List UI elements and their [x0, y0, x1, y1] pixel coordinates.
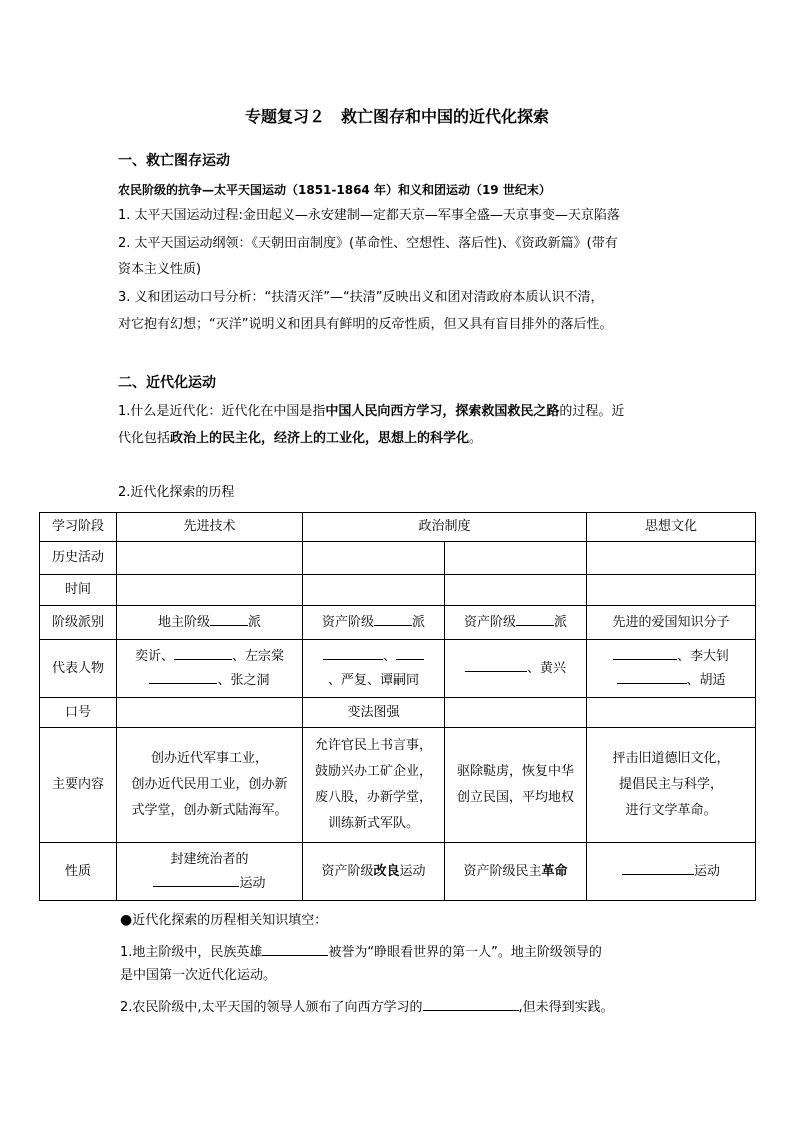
row-label-content: 主要内容: [40, 728, 117, 843]
nature-bold: 改良: [373, 863, 400, 879]
header-culture: 思想文化: [587, 513, 756, 542]
fill-blank[interactable]: [374, 611, 412, 626]
fill-blank[interactable]: [210, 611, 248, 626]
fill-blank[interactable]: [174, 645, 232, 660]
people-culture: [587, 640, 756, 698]
section1-item2-line2: 资本主义性质): [118, 262, 202, 277]
people-politics-2: [445, 640, 587, 698]
bullet-icon: ●: [120, 912, 133, 928]
content-line: 训练新式军队。: [327, 816, 419, 831]
content-politics-2: [445, 728, 587, 843]
class-text: 地主阶级: [157, 614, 210, 630]
table-row: [40, 640, 756, 698]
fill-blank[interactable]: [149, 669, 217, 684]
row-label-history: 历史活动: [40, 542, 117, 575]
slogan-politics: 变法图强: [303, 698, 445, 728]
people-politics-1: [303, 640, 445, 698]
nature-culture: [587, 843, 756, 901]
content-line: 废八股，办新学堂，: [314, 790, 432, 805]
blank-cell[interactable]: [117, 542, 303, 575]
footer-q2-line: [120, 996, 614, 1016]
row-label-slogan: 口号: [40, 698, 117, 728]
class-text: 资产阶级: [321, 614, 374, 630]
class-tech: [117, 606, 303, 640]
row-label-nature: 性质: [40, 843, 117, 901]
section2-heading: 二、近代化运动: [118, 375, 216, 391]
table-row: [40, 843, 756, 901]
content-line: 创办近代民用工业，创办新: [131, 777, 288, 792]
def-pre: 1.什么是近代化：近代化在中国是指: [118, 404, 326, 419]
modernization-table: [39, 512, 756, 901]
nature-politics-1: [303, 843, 445, 901]
blank-cell[interactable]: [587, 575, 756, 606]
section1-item3-line2: 对它抱有幻想；“灭洋”说明义和团具有鲜明的反帝性质，但又具有盲目排外的落后性。: [118, 317, 613, 332]
fill-blank[interactable]: [613, 645, 677, 660]
blank-cell[interactable]: [587, 698, 756, 728]
section1-subheading: 农民阶级的抗争—太平天国运动（1851-1864 年）和义和团运动（19 世纪末）: [118, 183, 551, 197]
blank-cell[interactable]: [117, 698, 303, 728]
blank-cell[interactable]: [303, 542, 445, 575]
q2-text: ,但未得到实践。: [518, 1000, 614, 1015]
def-post: 的过程。近: [559, 404, 625, 419]
people-text: 、黄兴: [527, 660, 567, 676]
nature-politics-2: [445, 843, 587, 901]
section1-item3-line1: 3. 义和团运动口号分析：“扶清灭洋”—“扶清”反映出义和团对清政府本质认识不清，: [118, 290, 604, 305]
fill-blank[interactable]: [396, 645, 424, 660]
people-text: 、李大钊: [677, 648, 730, 664]
page-title: 专题复习２ 救亡图存和中国的近代化探索: [244, 107, 549, 126]
blank-cell[interactable]: [587, 542, 756, 575]
people-text: 奕䜣、: [134, 648, 174, 664]
footer-heading-line: [120, 912, 327, 929]
fill-blank[interactable]: [262, 941, 328, 956]
table-row: [40, 542, 756, 575]
content-culture: [587, 728, 756, 843]
people-text: 、: [382, 648, 396, 664]
row-label-time: 时间: [40, 575, 117, 606]
content-line: 抨击旧道德旧文化，: [612, 751, 730, 766]
table-row: [40, 513, 756, 542]
footer-q1-line1: [120, 941, 602, 961]
content-line: 提倡民主与科学，: [619, 777, 724, 792]
row-label-class: 阶级派别: [40, 606, 117, 640]
people-text: 、胡适: [686, 672, 726, 688]
fill-blank[interactable]: [465, 657, 527, 672]
content-line: 式学堂，创办新式陆海军。: [131, 803, 288, 818]
class-culture: 先进的爱国知识分子: [587, 606, 756, 640]
section1-heading: 一、救亡图存运动: [118, 153, 230, 169]
class-suffix: 派: [554, 614, 568, 630]
nature-tech: [117, 843, 303, 901]
class-suffix: 派: [248, 614, 262, 630]
blank-cell[interactable]: [445, 575, 587, 606]
fill-blank[interactable]: [323, 645, 383, 660]
blank-cell[interactable]: [117, 575, 303, 606]
blank-cell[interactable]: [445, 542, 587, 575]
section1-item2-line1: 2. 太平天国运动纲领：《天朝田亩制度》(革命性、空想性、落后性)、《资政新篇》(带有: [118, 236, 618, 251]
class-politics-2: [445, 606, 587, 640]
history-label: 2.近代化探索的历程: [118, 485, 235, 500]
fill-blank[interactable]: [423, 996, 519, 1011]
people-tech: [117, 640, 303, 698]
class-suffix: 派: [412, 614, 426, 630]
class-text: 资产阶级: [463, 614, 516, 630]
header-stage: 学习阶段: [40, 513, 117, 542]
row-label-people: 代表人物: [40, 640, 117, 698]
people-text: 、张之洞: [217, 672, 270, 688]
content-line: 驱除鞑虏，恢复中华: [457, 764, 575, 779]
section2-def-line1: [118, 404, 624, 420]
content-line: 鼓励兴办工矿企业，: [314, 764, 432, 779]
class-politics-1: [303, 606, 445, 640]
nature-text: 资产阶级: [321, 863, 374, 879]
table-row: [40, 606, 756, 640]
content-line: 允许官民上书言事，: [314, 738, 432, 753]
blank-cell[interactable]: [303, 575, 445, 606]
content-tech: [117, 728, 303, 843]
q1-text: 被誉为“睁眼看世界的第一人”。地主阶级领导的: [328, 945, 602, 960]
fill-blank[interactable]: [617, 669, 687, 684]
footer-q1-line2: 是中国第一次近代化运动。: [120, 968, 277, 983]
def-bold: 中国人民向西方学习，探索救国救民之路: [325, 404, 560, 419]
footer-heading: 近代化探索的历程相关知识填空：: [132, 913, 328, 928]
q1-text: 1.地主阶级中，民族英雄: [120, 945, 263, 960]
people-text: 、严复、谭嗣同: [327, 672, 419, 688]
people-text: 、左宗棠: [232, 648, 285, 664]
table-row: [40, 698, 756, 728]
content-line: 进行文学革命。: [625, 803, 717, 818]
fill-blank[interactable]: [516, 611, 554, 626]
blank-cell[interactable]: [445, 698, 587, 728]
nature-text: 运动: [399, 863, 426, 879]
nature-bold: 革命: [541, 863, 568, 879]
nature-text: 资产阶级民主: [463, 863, 542, 879]
def2-pre: 代化包括: [118, 431, 171, 446]
content-line: 创立民国，平均地权: [457, 790, 575, 805]
nature-text: 运动: [239, 875, 266, 891]
header-politics: 政治制度: [303, 513, 587, 542]
header-tech: 先进技术: [117, 513, 303, 542]
content-politics-1: [303, 728, 445, 843]
table-row: [40, 728, 756, 843]
def2-post: 。: [469, 431, 483, 446]
nature-text: 运动: [694, 863, 721, 879]
table-row: [40, 575, 756, 606]
nature-text: 封建统治者的: [170, 851, 249, 867]
q2-text: 2.农民阶级中,太平天国的领导人颁布了向西方学习的: [120, 1000, 423, 1015]
section1-item1: 1. 太平天国运动过程:金田起义—永安建制—定都天京—军事全盛—天京事变—天京陷落: [118, 208, 620, 223]
section2-def-line2: [118, 431, 482, 447]
fill-blank[interactable]: [153, 872, 239, 887]
def2-bold: 政治上的民主化，经济上的工业化，思想上的科学化: [170, 431, 470, 446]
fill-blank[interactable]: [622, 860, 694, 875]
content-line: 创办近代军事工业，: [150, 751, 268, 766]
